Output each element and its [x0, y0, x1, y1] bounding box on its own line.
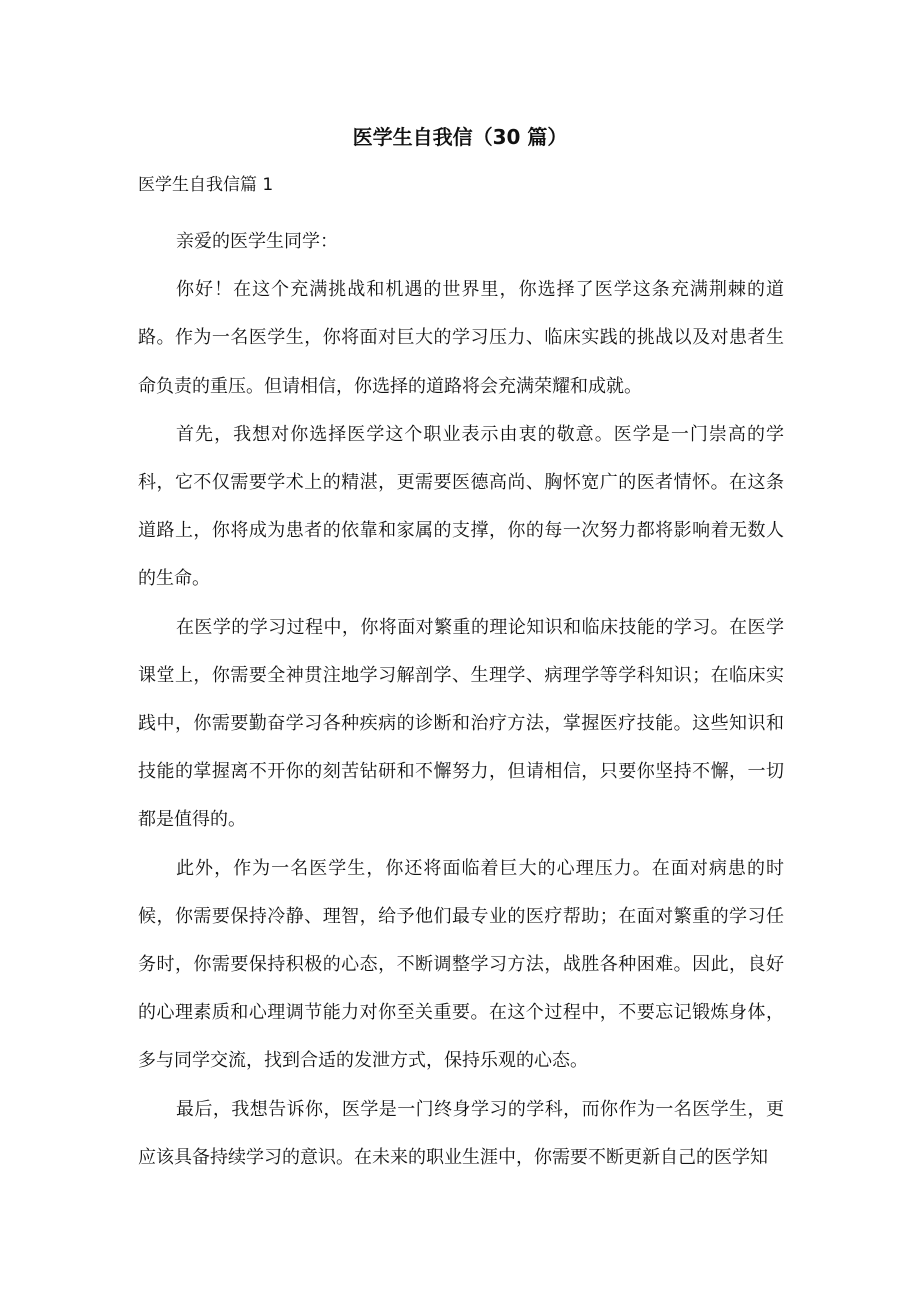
- paragraph-4: 此外，作为一名医学生，你还将面临着巨大的心理压力。在面对病患的时候，你需要保持冷静、理智，给予他们最专业的医疗帮助；在面对繁重的学习任务时，你需要保持积极的心态，不断调整学习方法，战胜各种困难。因此，良好的心理素质和心理调节能力对你至关重要。在这个过程中，不要忘记锻炼身体，多与同学交流，找到合适的发泄方式，保持乐观的心态。: [138, 857, 784, 1072]
- document-title: 医学生自我信（30 篇）: [352, 125, 568, 149]
- paragraph-2: 首先，我想对你选择医学这个职业表示由衷的敬意。医学是一门崇高的学科，它不仅需要学术上的精湛，更需要医德高尚、胸怀宽广的医者情怀。在这条道路上，你将成为患者的依靠和家属的支撑，你的每一次努力都将影响着无数人的生命。: [138, 423, 784, 590]
- paragraph-1: 你好！在这个充满挑战和机遇的世界里，你选择了医学这条充满荆棘的道路。作为一名医学生，你将面对巨大的学习压力、临床实践的挑战以及对患者生命负责的重压。但请相信，你选择的道路将会充满荣耀和成就。: [138, 279, 784, 397]
- letter-body: [138, 218, 784, 1182]
- salutation: 亲爱的医学生同学：: [176, 231, 338, 252]
- section-heading: 医学生自我信篇 1: [138, 175, 274, 195]
- paragraph-3: 在医学的学习过程中，你将面对繁重的理论知识和临床技能的学习。在医学课堂上，你需要全神贯注地学习解剖学、生理学、病理学等学科知识；在临床实践中，你需要勤奋学习各种疾病的诊断和治疗方法，掌握医疗技能。这些知识和技能的掌握离不开你的刻苦钻研和不懈努力，但请相信，只要你坚持不懈，一切都是值得的。: [138, 616, 784, 831]
- paragraph-5: 最后，我想告诉你，医学是一门终身学习的学科，而你作为一名医学生，更应该具备持续学习的意识。在未来的职业生涯中，你需要不断更新自己的医学知: [138, 1098, 784, 1168]
